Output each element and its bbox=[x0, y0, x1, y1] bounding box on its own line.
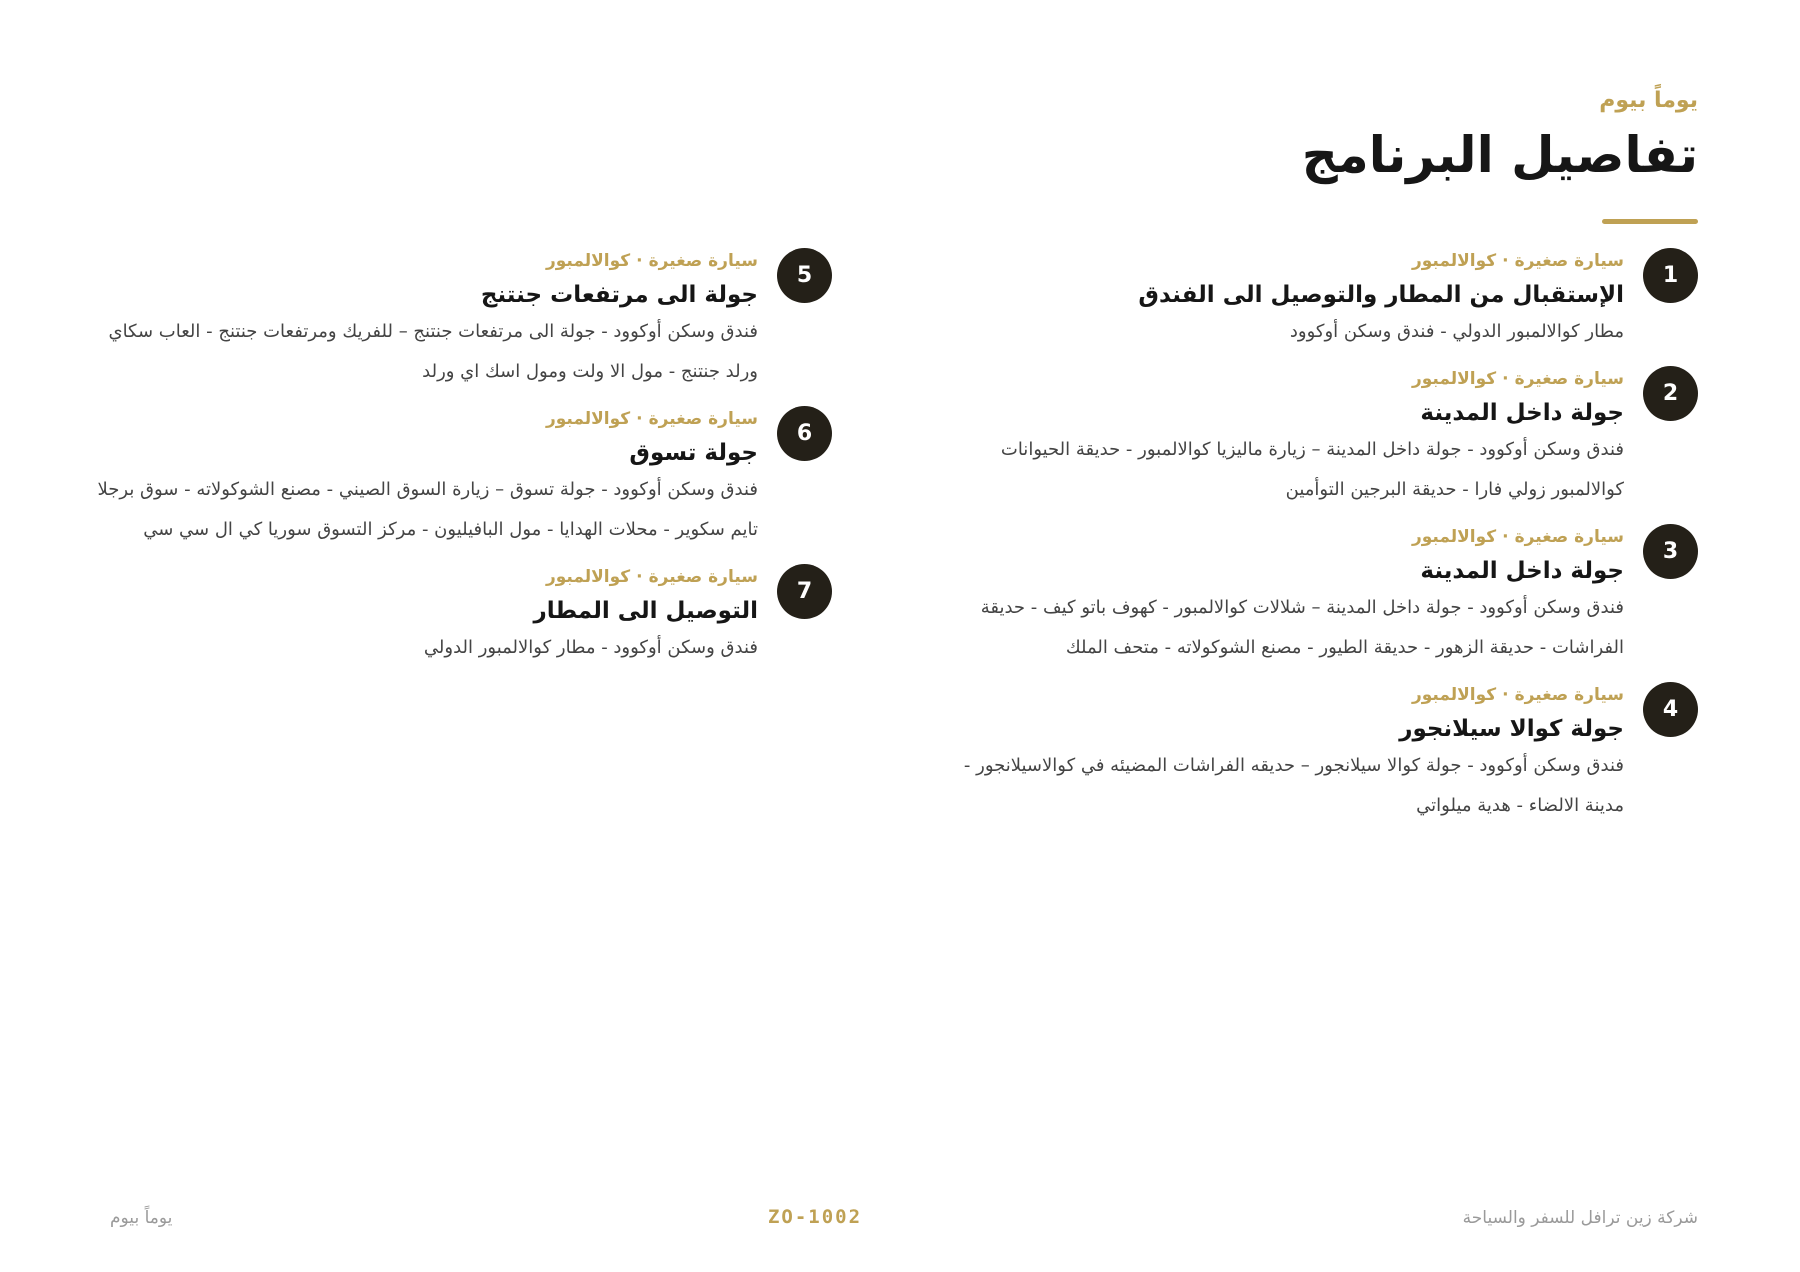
day-number-badge: 3 bbox=[1643, 524, 1698, 579]
day-item-3 bbox=[938, 524, 1698, 668]
day-number-badge: 4 bbox=[1643, 682, 1698, 737]
itinerary-column-right bbox=[938, 248, 1698, 840]
footer-program-code: ZO-1002 bbox=[767, 1206, 863, 1228]
day-city: كوالالمبور bbox=[545, 251, 631, 271]
title-underline bbox=[1602, 219, 1698, 224]
day-item-4 bbox=[938, 682, 1698, 826]
day-number-badge: 2 bbox=[1643, 366, 1698, 421]
day-city: كوالالمبور bbox=[545, 567, 631, 587]
day-title: جولة داخل المدينة bbox=[1420, 558, 1624, 584]
footer-section-label: يوماً بيوم bbox=[110, 1208, 173, 1228]
day-vehicle: سيارة صغيرة bbox=[1514, 685, 1624, 705]
day-vehicle: سيارة صغيرة bbox=[648, 409, 758, 429]
day-meta bbox=[92, 406, 758, 432]
itinerary-column-left bbox=[92, 248, 832, 682]
day-meta bbox=[938, 524, 1624, 550]
day-meta bbox=[938, 682, 1624, 708]
day-title: التوصيل الى المطار bbox=[533, 598, 758, 624]
day-description: فندق وسكن أوكوود - جولة داخل المدينة – زيارة ماليزيا كوالالمبور - حديقة الحيوانات كوالالمبور زولي فارا - حديقة البرجين التوأمين bbox=[1000, 439, 1624, 500]
day-number-badge: 6 bbox=[777, 406, 832, 461]
day-item-6 bbox=[92, 406, 832, 550]
page-title: تفاصيل البرنامج bbox=[1301, 126, 1698, 184]
day-description: فندق وسكن أوكوود - جولة تسوق – زيارة السوق الصيني - مصنع الشوكولاته - سوق برجلا تايم سكوير - محلات الهدايا - مول البافيليون - مركز التسوق سوريا كي ال سي سي bbox=[97, 479, 758, 540]
day-description: فندق وسكن أوكوود - جولة كوالا سيلانجور – حديقه الفراشات المضيئه في كوالاسيلانجور - مدينة الالضاء - هدية ميلواتي bbox=[963, 755, 1624, 816]
day-city: كوالالمبور bbox=[545, 409, 631, 429]
day-description: فندق وسكن أوكوود - جولة داخل المدينة – شلالات كوالالمبور - كهوف باتو كيف - حديقة الفراشات - حديقة الزهور - حديقة الطيور - مصنع الشوكولاته - متحف الملك bbox=[980, 597, 1624, 658]
day-number-badge: 7 bbox=[777, 564, 832, 619]
day-title: جولة كوالا سيلانجور bbox=[1399, 716, 1624, 742]
day-item-5 bbox=[92, 248, 832, 392]
day-city: كوالالمبور bbox=[1411, 251, 1497, 271]
day-description: مطار كوالالمبور الدولي - فندق وسكن أوكوود bbox=[1289, 321, 1624, 342]
day-meta bbox=[938, 366, 1624, 392]
footer-company: شركة زين ترافل للسفر والسياحة bbox=[1462, 1208, 1698, 1228]
day-number-badge: 1 bbox=[1643, 248, 1698, 303]
meta-separator: · bbox=[636, 251, 643, 271]
meta-separator: · bbox=[636, 567, 643, 587]
meta-separator: · bbox=[1502, 369, 1509, 389]
day-number-badge: 5 bbox=[777, 248, 832, 303]
section-eyebrow: يوماً بيوم bbox=[1599, 88, 1698, 113]
day-description: فندق وسكن أوكوود - مطار كوالالمبور الدولي bbox=[423, 637, 758, 658]
day-title: جولة تسوق bbox=[629, 440, 758, 466]
day-item-1 bbox=[938, 248, 1698, 352]
day-city: كوالالمبور bbox=[1411, 527, 1497, 547]
day-item-2 bbox=[938, 366, 1698, 510]
day-vehicle: سيارة صغيرة bbox=[1514, 527, 1624, 547]
day-city: كوالالمبور bbox=[1411, 685, 1497, 705]
day-title: جولة داخل المدينة bbox=[1420, 400, 1624, 426]
meta-separator: · bbox=[636, 409, 643, 429]
day-title: جولة الى مرتفعات جنتنج bbox=[480, 282, 758, 308]
day-vehicle: سيارة صغيرة bbox=[648, 251, 758, 271]
day-vehicle: سيارة صغيرة bbox=[648, 567, 758, 587]
day-meta bbox=[938, 248, 1624, 274]
meta-separator: · bbox=[1502, 527, 1509, 547]
meta-separator: · bbox=[1502, 685, 1509, 705]
day-title: الإستقبال من المطار والتوصيل الى الفندق bbox=[1138, 282, 1624, 308]
day-vehicle: سيارة صغيرة bbox=[1514, 251, 1624, 271]
day-city: كوالالمبور bbox=[1411, 369, 1497, 389]
day-vehicle: سيارة صغيرة bbox=[1514, 369, 1624, 389]
meta-separator: · bbox=[1502, 251, 1509, 271]
day-item-7 bbox=[92, 564, 832, 668]
day-meta bbox=[92, 248, 758, 274]
day-description: فندق وسكن أوكوود - جولة الى مرتفعات جنتنج – للفريك ومرتفعات جنتنج - العاب سكاي ورلد جنتنج - مول الا ولت ومول اسك اي ورلد bbox=[108, 321, 758, 382]
day-meta bbox=[92, 564, 758, 590]
